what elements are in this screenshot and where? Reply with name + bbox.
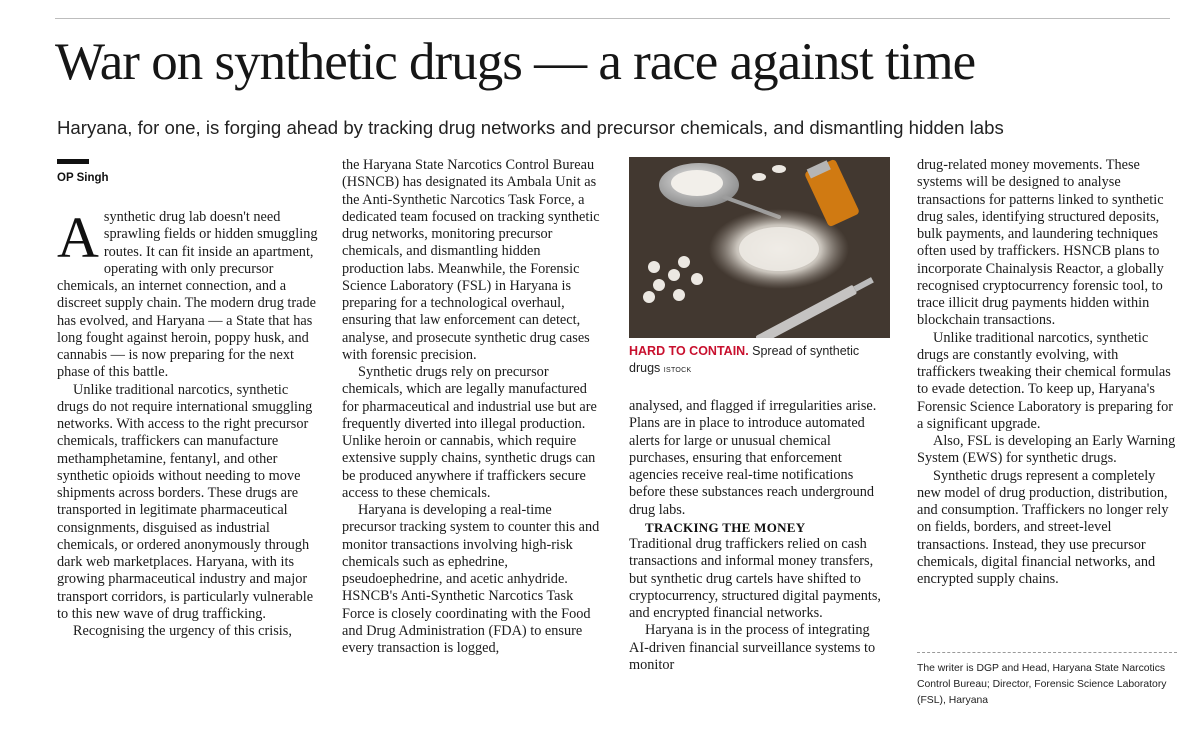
caption-title: HARD TO CONTAIN. xyxy=(629,344,749,358)
paragraph: the Haryana State Narcotics Control Bureau (HSNCB) has designated its Ambala Unit as the Anti-Synthetic Narcotics Task Force, a dedicated team focused on tracking synthetic drug networks, monitoring precursor chemicals, and dismantling hidden production labs. Meanwhile, the Forensic Science Laboratory (FSL) in Haryana is preparing for a technological overhaul, ensuring that law enforcement can detect, analyse, and prosecute synthetic drug cases with forensic precision. xyxy=(342,157,600,363)
caption-text: Spread of synthetic drugs xyxy=(629,344,860,375)
paragraph: Haryana is developing a real-time precursor tracking system to counter this and monitor transactions involving high-risk chemicals such as ephedrine, pseudoephedrine, and acetic anhydride. HSNCB's Anti-Synthetic Narcotics Task Force is closely coordinating with the Food and Drug Administration (FDA) to ensure every transaction is logged, xyxy=(342,502,600,656)
top-rule xyxy=(55,18,1170,19)
drugs-photo xyxy=(629,157,890,338)
byline: OP Singh xyxy=(57,172,109,184)
author-note: The writer is DGP and Head, Haryana State Narcotics Control Bureau; Director, Forensic Science Laboratory (FSL), Haryana xyxy=(917,663,1167,706)
paragraph: Synthetic drugs rely on precursor chemicals, which are legally manufactured for pharmaceutical and industrial use but are frequently diverted into illegal production. Unlike heroin or cannabis, which require extensive supply chains, synthetic drugs can be produced anywhere if traffickers secure access to these chemicals. xyxy=(342,364,597,501)
subheadline: Haryana, for one, is forging ahead by tracking drug networks and precursor chemicals, and dismantling hidden labs xyxy=(57,117,1004,138)
paragraph: drug-related money movements. These systems will be designed to analyse transactions for patterns linked to synthetic drug sales, identifying structured deposits, bulk payments, and laundering techniques often used by traffickers. HSNCB plans to incorporate Chainalysis Reactor, a globally recognised cryptocurrency forensic tool, to trace illicit drug payments hidden within blockchain transactions. xyxy=(917,157,1164,329)
paragraph: Traditional drug traffickers relied on cash transactions and informal money transfers, but synthetic drug cartels have shifted to cryptocurrency, structured digital payments, and encrypted financial networks. xyxy=(629,536,881,621)
footnote-rule xyxy=(917,652,1177,653)
column-2 xyxy=(342,157,604,657)
paragraph: analysed, and flagged if irregularities arise. Plans are in place to introduce automated alerts for large or unusual chemical purchases, ensuring that enforcement agencies receive real-time notifications before these substances reach underground drug labs. xyxy=(629,398,877,518)
paragraph: Haryana is in the process of integrating AI-driven financial surveillance systems to monitor xyxy=(629,622,876,673)
paragraph: Synthetic drugs represent a completely new model of drug production, distribution, and consumption. Traffickers no longer rely on fields, borders, and street-level transactions. Instead, they use precursor chemicals, digital financial networks, and encrypted supply chains. xyxy=(917,467,1169,587)
paragraph: Unlike traditional narcotics, synthetic drugs are constantly evolving, with traffickers tweaking their chemical formulas to evade detection. To keep up, Haryana's Forensic Science Laboratory is preparing for a significant upgrade. xyxy=(917,329,1174,432)
paragraph: Unlike traditional narcotics, synthetic drugs do not require international smuggling networks. With access to the right precursor chemicals, traffickers can manufacture methamphetamine, fentanyl, and other synthetic opioids without needing to move shipments across borders. These drugs are transported in legitimate pharmaceutical consignments, disguised as industrial chemicals, or ordered anonymously through dark web marketplaces. Haryana, with its growing pharmaceutical industry and major transport corridors, is particularly vulnerable to this new wave of drug trafficking. xyxy=(57,381,314,622)
column-3 xyxy=(629,398,891,674)
drugs-photo-icon xyxy=(629,157,890,338)
column-4 xyxy=(917,157,1179,588)
lead-text: synthetic drug lab doesn't need sprawling fields or hidden smuggling routes. It can fit inside an apartment, operating with only precursor chemicals, an internet connection, and a discreet supply chain. The modern drug trade has evolved, and Haryana — a State that has long fought against heroin, poppy husk, and cannabis — is now preparing for the next phase of this battle. xyxy=(57,209,318,381)
paragraph: Recognising the urgency of this crisis, xyxy=(73,623,292,639)
column-1 xyxy=(57,205,319,640)
byline-bar xyxy=(57,159,89,164)
photo-credit: ISTOCK xyxy=(663,366,692,374)
paragraph: Also, FSL is developing an Early Warning System (EWS) for synthetic drugs. xyxy=(917,433,1176,467)
dropcap: A xyxy=(57,205,99,270)
headline: War on synthetic drugs — a race against time xyxy=(55,33,976,91)
lead-paragraph xyxy=(57,205,319,382)
photo-caption xyxy=(629,343,891,379)
section-heading: TRACKING THE MONEY xyxy=(645,519,806,535)
